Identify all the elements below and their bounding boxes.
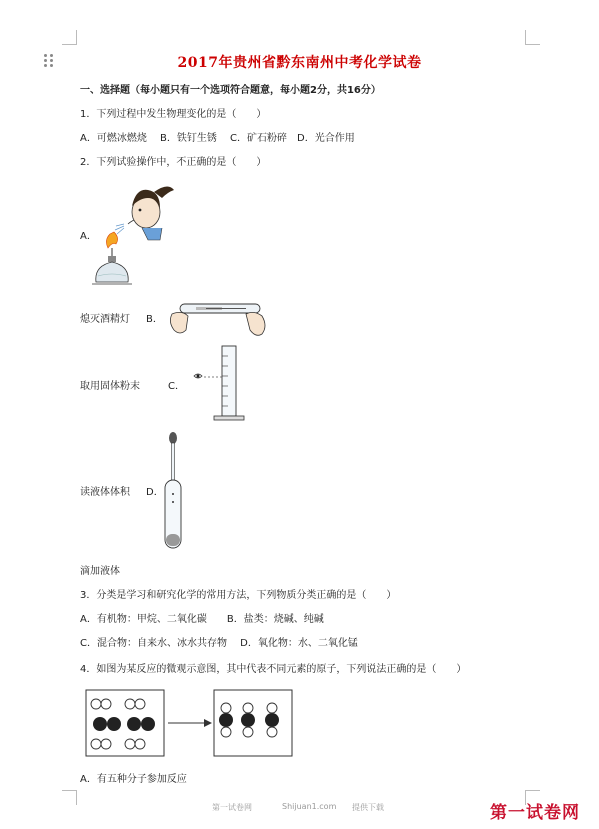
page-corner-top-left [62, 30, 77, 45]
question-4-stem: 4．如图为某反应的微观示意图，其中代表不同元素的原子，下列说法正确的是（ ） [80, 664, 467, 675]
option-a-caption: 熄灭酒精灯 [80, 314, 130, 325]
question-3-stem: 3．分类是学习和研究化学的常用方法，下列物质分类正确的是（ ） [80, 590, 397, 601]
question-2-stem: 2．下列试验操作中，不正确的是（ ） [80, 157, 267, 168]
question-1-options: A．可燃冰燃烧 B．铁钉生锈 C．矿石粉碎 D．光合作用 [80, 133, 355, 144]
option-a-label: A． [80, 231, 97, 242]
option-b-caption: 取用固体粉末 [80, 381, 140, 392]
question-3-options-cd: C．混合物：自来水、冰水共存物 D．氧化物：水、二氧化锰 [80, 638, 358, 649]
option-c-label: C． [168, 381, 185, 392]
question-1-stem: 1．下列过程中发生物理变化的是（ ） [80, 109, 267, 120]
watermark-logo: 第一试卷网 [490, 803, 580, 823]
option-b-label: B． [146, 314, 163, 325]
option-c-caption: 读液体体积 [80, 487, 130, 498]
footer-site-url[interactable]: Shijuan1.com [282, 802, 337, 811]
page-title: 2017年贵州省黔东南州中考化学试卷 [177, 55, 422, 71]
reaction-diagram [86, 690, 306, 760]
section-heading: 一、选择题（每小题只有一个选项符合题意，每小题2分，共16分） [80, 85, 381, 96]
blowing-lamp-illustration [90, 180, 170, 290]
option-d-label: D． [146, 487, 164, 498]
page-corner-top-right [525, 30, 540, 45]
option-d-caption: 滴加液体 [80, 566, 120, 577]
dropper-test-tube-illustration [160, 432, 190, 552]
footer-site-name: 第一试卷网 [212, 803, 252, 812]
page-corner-bottom-left [62, 790, 77, 805]
question-3-options-ab: A．有机物：甲烷、二氧化碳 B．盐类：烧碱、纯碱 [80, 614, 324, 625]
test-tube-hands-illustration [166, 294, 276, 344]
footer-download-text: 提供下载 [352, 803, 384, 812]
graduated-cylinder-illustration [184, 344, 254, 424]
question-4-option-a: A．有五种分子参加反应 [80, 774, 187, 785]
